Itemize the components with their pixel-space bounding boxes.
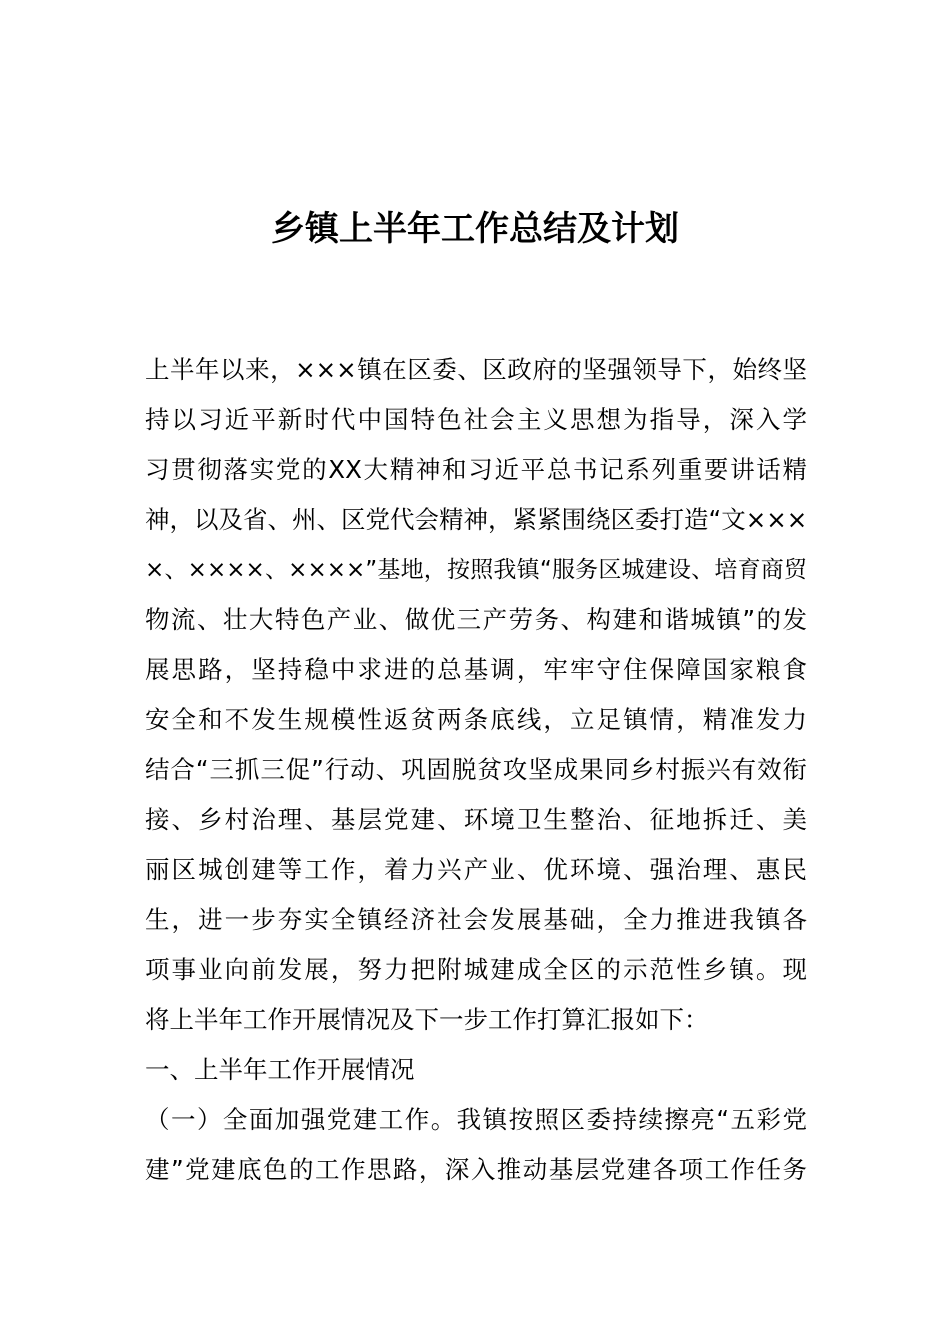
body-line: 习贯彻落实党的XX大精神和习近平总书记系列重要讲话精 — [145, 455, 807, 484]
body-line: 项事业向前发展，努力把附城建成全区的示范性乡镇。现 — [145, 955, 807, 984]
body-line: 丽区城创建等工作，着力兴产业、优环境、强治理、惠民 — [145, 855, 807, 884]
body-line: 神，以及省、州、区党代会精神，紧紧围绕区委打造“文××× — [145, 505, 808, 534]
body-line: 生，进一步夯实全镇经济社会发展基础，全力推进我镇各 — [145, 905, 807, 934]
body-line: 建”党建底色的工作思路，深入推动基层党建各项工作任务 — [145, 1155, 807, 1184]
body-line: ×、××××、××××”基地，按照我镇“服务区城建设、培育商贸 — [145, 557, 807, 583]
body-line: 持以习近平新时代中国特色社会主义思想为指导，深入学 — [145, 405, 807, 434]
body-line: 将上半年工作开展情况及下一步工作打算汇报如下： — [145, 1005, 709, 1034]
body-line: 接、乡村治理、基层党建、环境卫生整治、征地拆迁、美 — [145, 805, 807, 834]
body-line: 物流、壮大特色产业、做优三产劳务、构建和谐城镇”的发 — [145, 605, 807, 634]
body-line: 安全和不发生规模性返贫两条底线，立足镇情，精准发力 — [145, 705, 807, 734]
body-line: 结合“三抓三促”行动、巩固脱贫攻坚成果同乡村振兴有效衔 — [145, 755, 807, 784]
body-line: 上半年以来，×××镇在区委、区政府的坚强领导下，始终坚 — [145, 355, 807, 384]
document-title: 乡镇上半年工作总结及计划 — [271, 209, 679, 249]
document-body — [145, 345, 807, 1195]
subsection-line: （一）全面加强党建工作。我镇按照区委持续擦亮“五彩党 — [145, 1105, 807, 1134]
body-line: 展思路，坚持稳中求进的总基调，牢牢守住保障国家粮食 — [145, 655, 807, 684]
section-heading: 一、上半年工作开展情况 — [145, 1055, 415, 1084]
